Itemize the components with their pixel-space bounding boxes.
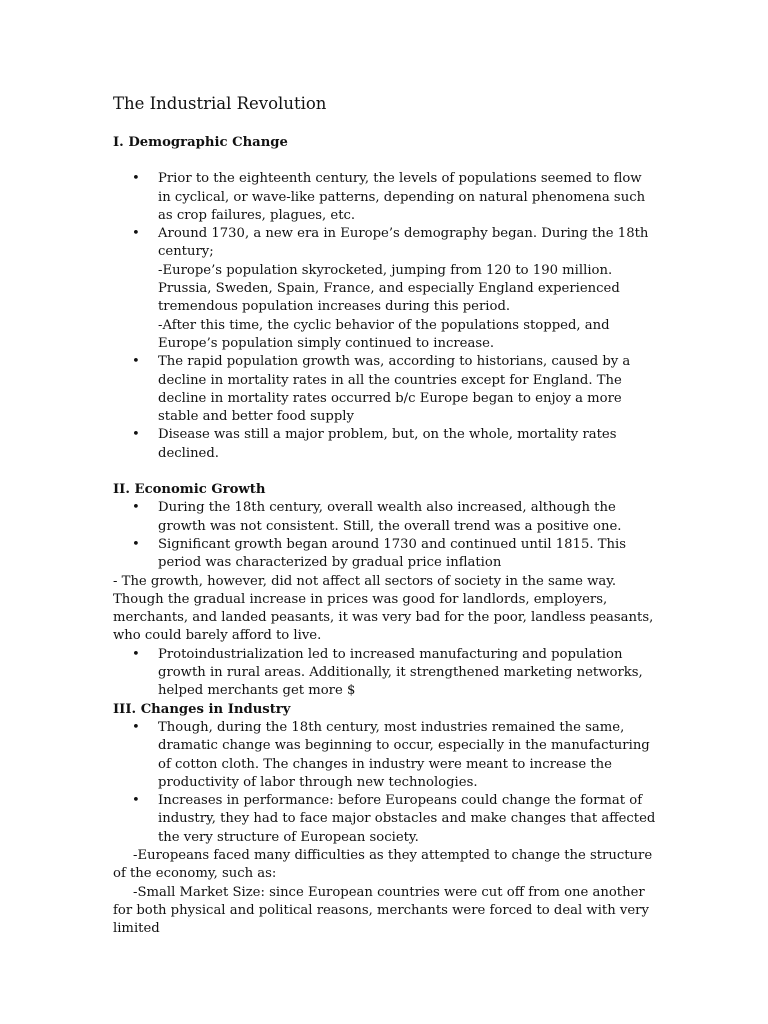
section-heading: II. Economic Growth [113, 482, 266, 498]
bullet-icon [132, 353, 142, 371]
bullet-text: Significant growth began around 1730 and continued until 1815. This period was characterized by gradual price inflation [158, 536, 626, 571]
paragraph: -Europeans faced many difficulties as they attempted to change the structure of the economy, such as: [113, 847, 653, 882]
bullet-icon [132, 225, 142, 243]
bullet-icon [132, 792, 142, 810]
list-item [113, 536, 658, 573]
document-title: The Industrial Revolution [113, 94, 327, 113]
bullet-subtext: -After this time, the cyclic behavior of the populations stopped, and Europe’s population simply continued to increase. [158, 317, 610, 351]
list-item [113, 499, 658, 536]
bullet-list [113, 646, 658, 701]
bullet-icon [132, 170, 142, 188]
list-item [113, 170, 658, 225]
bullet-text: Protoindustrialization led to increased manufacturing and population growth in rural areas. Additionally, it strengthened marketing networks, helped merchants get more $ [158, 646, 643, 699]
bullet-text: Though, during the 18th century, most industries remained the same, dramatic change was beginning to occur, especially in the manufacturing of cotton cloth. The changes in industry were meant to increase the productivity of labor through new technologies. [158, 719, 650, 790]
bullet-text: Prior to the eighteenth century, the levels of populations seemed to flow in cyclical, or wave-like patterns, depending on natural phenomena such as crop failures, plagues, etc. [158, 171, 646, 223]
bullet-list [113, 719, 658, 847]
list-item [113, 646, 658, 701]
list-item [113, 225, 658, 353]
bullet-text: Increases in performance: before Europeans could change the format of industry, they had to face major obstacles and make changes that affected the very structure of European society. [158, 793, 656, 845]
paragraph: -Small Market Size: since European countries were cut off from one another for both physical and political reasons, merchants were forced to deal with very limited [113, 884, 649, 937]
bullet-icon [132, 536, 142, 554]
section-heading: I. Demographic Change [113, 135, 288, 150]
list-item [113, 719, 658, 792]
bullet-text: The rapid population growth was, according to historians, caused by a decline in mortality rates in all the countries except for England. The decline in mortality rates occurred b/c Europe began to enjoy a more stable and better food supply [158, 354, 631, 425]
bullet-icon [132, 426, 142, 444]
bullet-list [113, 499, 658, 572]
list-item [113, 426, 658, 463]
bullet-text: Around 1730, a new era in Europe’s demography began. During the 18th century; [158, 226, 649, 260]
bullet-subtext: -Europe’s population skyrocketed, jumping from 120 to 190 million. Prussia, Sweden, Spain, France, and especially England experienced tremendous population increases during this period. [158, 262, 620, 315]
bullet-icon [132, 719, 142, 737]
bullet-text: During the 18th century, overall wealth also increased, although the growth was not consistent. Still, the overall trend was a positive one. [158, 500, 622, 534]
section-economic-growth [113, 481, 658, 701]
section-heading: III. Changes in Industry [113, 701, 291, 717]
document-page [113, 94, 658, 938]
paragraph: - The growth, however, did not affect all sectors of society in the same way. Though the gradual increase in prices was good for landlords, employers, merchants, and landed peasants, it was very bad for the poor, landless peasants, who could barely afford to live. [113, 573, 654, 644]
bullet-text: Disease was still a major problem, but, on the whole, mortality rates declined. [158, 427, 617, 461]
bullet-list [113, 170, 658, 463]
bullet-icon [132, 499, 142, 517]
list-item [113, 792, 658, 847]
bullet-icon [132, 646, 142, 664]
list-item [113, 353, 658, 426]
section-changes-in-industry [113, 701, 658, 939]
section-demographic-change [113, 134, 658, 463]
